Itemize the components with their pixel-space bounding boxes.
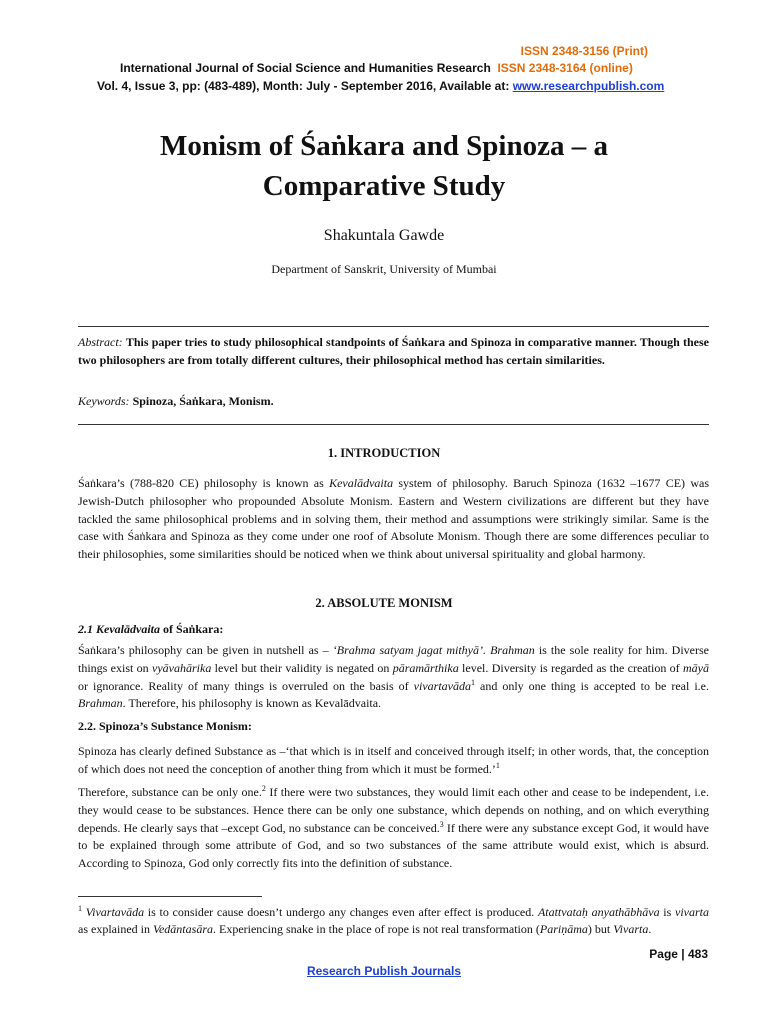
title-line-1: Monism of Śaṅkara and Spinoza – a [160,130,608,162]
p2-text-a: Śaṅkara’s philosophy can be given in nutshell as – [78,643,333,657]
issn-print: ISSN 2348-3156 (Print) [520,44,648,58]
abstract-label: Abstract: [78,335,123,349]
abstract-top-rule [78,326,709,327]
p2-text-f: and only one thing is accepted to be real i.e. [475,678,709,693]
kevaladvaita-paragraph [78,642,709,713]
section-heading-introduction: 1. INTRODUCTION [327,446,441,460]
p2-quote: ‘Brahma satyam jagat mithyā’. Brahman [332,643,535,657]
footnote-1 [78,904,709,938]
section-heading-absolute-monism: 2. ABSOLUTE MONISM [315,596,453,610]
p4-text-a: Therefore, substance can be only one. [78,785,262,799]
journal-line [120,61,633,75]
intro-paragraph [78,475,709,564]
footnote-ref-1[interactable]: 1 [471,677,475,687]
subsection-heading-kevaladvaita [78,622,223,637]
author-name: Shakuntala Gawde [323,227,445,244]
publisher-footer [0,964,768,978]
p2-text-g: . Therefore, his philosophy is known as Kevalādvaita. [122,696,382,711]
endnote-ref-3[interactable]: 3 [439,819,444,829]
fn-text-d: as explained in [78,922,153,936]
endnote-ref-1[interactable]: 1 [495,760,500,770]
p2-text-c: level but their validity is negated on [211,660,393,675]
page-number: Page | 483 [649,947,708,961]
p2-term-paramarthika: pāramārthika [392,660,459,675]
fn-term-6: Vivarta [613,922,649,936]
p2-text-b: is the sole reality for him. Diverse things exist on [78,643,709,675]
journal-name: International Journal of Social Science and Humanities Research [120,61,491,75]
p3-text: Spinoza has clearly defined Substance as –‘that which is in itself and conceived through itself; in other words, that, the conception of which does not need the conception of another thing from which it must be formed.’ [78,744,709,776]
author-affiliation: Department of Sanskrit, University of Mumbai [271,262,497,276]
abstract-text: This paper tries to study philosophical standpoints of Śaṅkara and Spinoza in comparative manner. Though these two philosophers are from totally different cultures, their philosophical method has certain similarities. [78,335,709,367]
footnote-separator [78,896,262,897]
fn-text-e: . Experiencing snake in the place of rope is not real transformation ( [212,922,540,936]
volume-text: Vol. 4, Issue 3, pp: (483-489), Month: July - September 2016, Available at: [97,79,513,93]
fn-term-5: Pariṇāma [539,922,588,936]
p4-text-b: If there were two substances, they would limit each other and cease to be independent, i.e. they would cease to be substances. Hence there can be only one substance, which depends on nothing, and on which everything depends. He clearly says that –except God, no substance can be conceived. [78,785,710,835]
intro-text-1: Śaṅkara’s (788-820 CE) philosophy is known as [78,476,330,490]
p4-text-c: If there were any substance except God, it would have to be explained through some attribute of God, and so two substances of the same attribute would exist, which is absurd. According to Spinoza, God only correctly fits into the definition of substance. [78,820,709,871]
endnote-ref-2[interactable]: 2 [261,784,266,793]
fn-term-3: vivarta [675,905,709,919]
p2-term-brahman: Brahman [78,696,123,711]
p2-term-maya: māyā [683,660,709,675]
intro-term: Kevalādvaita [329,476,394,490]
website-link[interactable]: www.researchpublish.com [512,79,665,93]
sub1-suffix: of Śaṅkara: [159,622,224,636]
issn-online: ISSN 2348-3164 (online) [497,61,633,75]
p2-text-e: or ignorance. Reality of many things is overruled on the basis of [78,678,414,693]
abstract-bottom-rule [78,424,709,425]
p2-text-d: level. Diversity is regarded as the creation of [458,660,683,675]
fn-term-4: Vedāntasāra [152,922,213,936]
publisher-link[interactable]: Research Publish Journals [306,964,462,978]
paper-title [0,126,768,206]
p2-term-vivartavada: vivartavāda [413,678,471,693]
p2-term-vyavaharika: vyāvahārika [152,660,212,675]
fn-text-g: . [648,922,652,936]
sub1-term: Kevalādvaita [96,622,160,636]
spinoza-substance-paragraph [78,784,709,873]
fn-term-1: Vivartavāda [85,905,145,919]
intro-text-2: system of philosophy. Baruch Spinoza (1632 –1677 CE) was Jewish-Dutch philosopher who propounded Absolute Monism. Eastern and Western civilizations are different but they have tackled the same philosophical problems and in solving them, their method and assumptions were strikingly similar. Same is the case with Śaṅkara and Spinoza as they come under one roof of Absolute Monism. Though there are some differences peculiar to their philosophies, some similarities should be noticed when we think about universal spirituality and global harmony. [78,476,709,562]
fn-text-b: is to consider cause doesn’t undergo any changes even after effect is produced. [144,905,538,919]
spinoza-definition-paragraph [78,743,709,779]
keywords-label: Keywords: [78,394,130,408]
keywords-text: Spinoza, Śaṅkara, Monism. [132,394,274,408]
sub1-prefix: 2.1 [78,622,96,636]
fn-text-c: is [659,905,675,919]
fn-term-2: Atattvataḥ anyathābhāva [537,905,660,919]
abstract [78,333,709,369]
subsection-heading-spinoza: 2.2. Spinoza’s Substance Monism: [78,719,252,733]
keywords [78,394,709,409]
footnote-number: 1 [78,904,82,913]
fn-text-f: ) but [587,922,614,936]
title-line-2: Comparative Study [262,170,506,202]
volume-line [97,79,664,93]
